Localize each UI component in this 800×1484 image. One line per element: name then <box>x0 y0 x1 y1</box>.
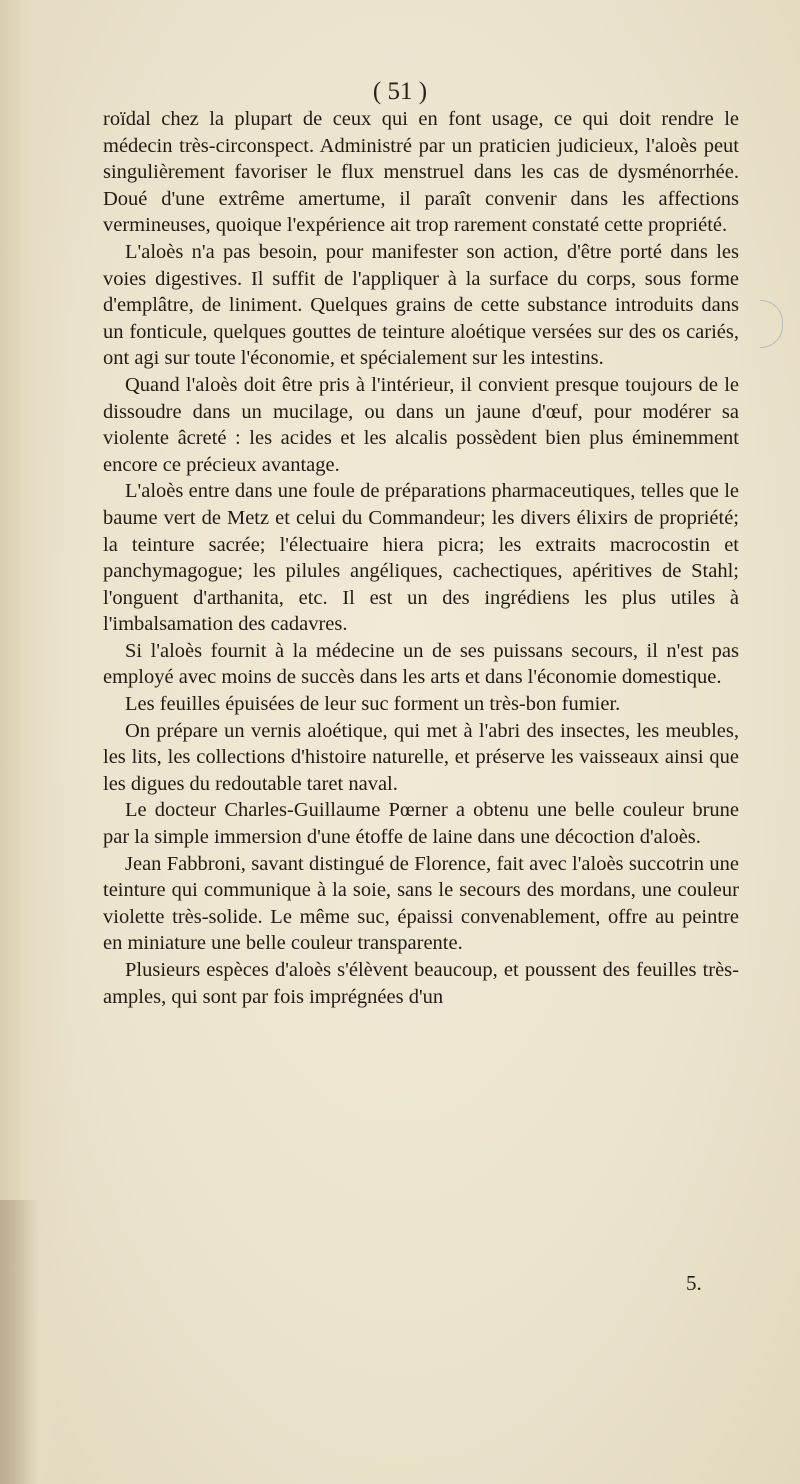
paragraph-9: Jean Fabbroni, savant distingué de Florence, fait avec l'aloès succotrin une teinture qui communique à la soie, sans le secours des mordans, une couleur violette très-solide. Le même suc, épaissi convenablement, offre au peintre en miniature une belle couleur transparente. <box>103 852 739 955</box>
paragraph-7: On prépare un vernis aloétique, qui met à l'abri des insectes, les meubles, les lits, les collections d'histoire naturelle, et préserve les vaisseaux ainsi que les digues du redoutable taret naval. <box>103 719 739 795</box>
margin-bracket-mark <box>760 300 783 348</box>
paragraph-3: Quand l'aloès doit être pris à l'intérieur, il convient presque toujours de le dissoudre dans un mucilage, ou dans un jaune d'œuf, pour modérer sa violente âcreté : les acides et les alcalis possèdent bien plus éminemment encore ce précieux avantage. <box>103 373 739 476</box>
paragraph-8: Le docteur Charles-Guillaume Pœrner a obtenu une belle couleur brune par la simple immersion d'une étoffe de laine dans une décoction d'aloès. <box>103 799 739 849</box>
signature-mark: 5. <box>686 1271 702 1295</box>
binding-edge <box>0 1200 40 1484</box>
paragraph-6: Les feuilles épuisées de leur suc forment un très-bon fumier. <box>125 693 621 716</box>
page-number-header: ( 51 ) <box>372 78 428 105</box>
paragraph-1: roïdal chez la plupart de ceux qui en font usage, ce qui doit rendre le médecin très-circonspect. Administré par un praticien judicieux, l'aloès peut singulièrement favoriser le flux menstruel dans les cas de dysménorrhée. Doué d'une extrême amertume, il paraît convenir dans les affections vermineuses, quoique l'expérience ait trop rarement constaté cette propriété. <box>103 108 739 237</box>
paragraph-10: Plusieurs espèces d'aloès s'élèvent beaucoup, et poussent des feuilles très-amples, qui sont par fois imprégnées d'un <box>103 959 739 1008</box>
body-text <box>103 106 739 1010</box>
paragraph-2: L'aloès n'a pas besoin, pour manifester son action, d'être porté dans les voies digestives. Il suffit de l'appliquer à la surface du corps, sous forme d'emplâtre, de liniment. Quelques grains de cette substance introduits dans un fonticule, quelques gouttes de teinture aloétique versées sur des os cariés, ont agi sur toute l'économie, et spécialement sur les intestins. <box>103 240 739 370</box>
paragraph-4: L'aloès entre dans une foule de préparations pharmaceutiques, telles que le baume vert de Metz et celui du Commandeur; les divers élixirs de propriété; la teinture sacrée; l'électuaire hiera picra; les extraits macrocostin et panchymagogue; les pilules angéliques, cachectiques, apéritives de Stahl; l'onguent d'arthanita, etc. Il est un des ingrédiens les plus utiles à l'imbalsamation des cadavres. <box>103 480 739 636</box>
paragraph-5: Si l'aloès fournit à la médecine un de ses puissans secours, il n'est pas employé avec moins de succès dans les arts et dans l'économie domestique. <box>103 639 739 689</box>
